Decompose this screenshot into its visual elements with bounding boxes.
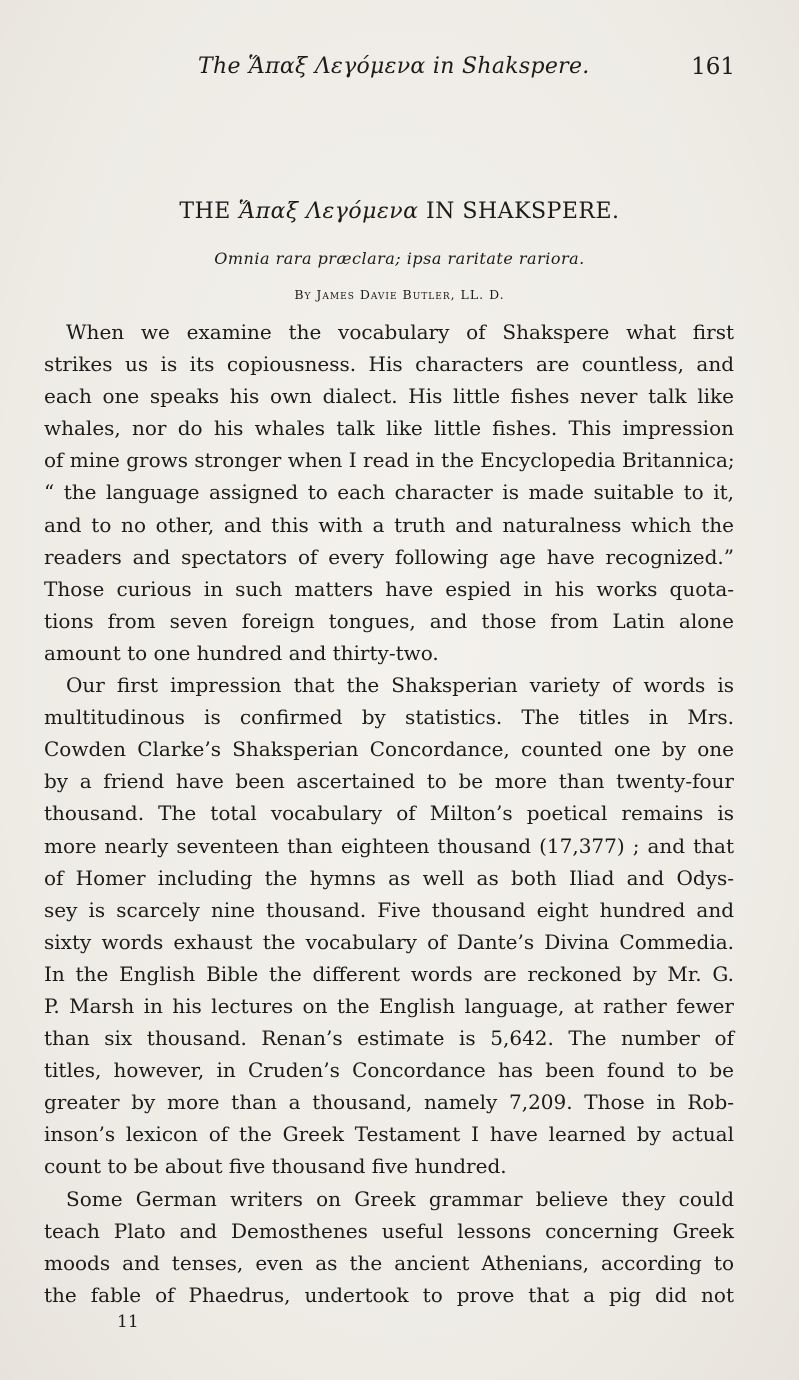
paragraph xyxy=(44,1183,734,1311)
text-line: greater by more than a thousand, namely 7,209. Those in Rob- xyxy=(44,1090,734,1115)
text-line: Those curious in such matters have espied in his works quota- xyxy=(44,576,734,601)
page-number: 161 xyxy=(691,54,735,80)
text-line: more nearly seventeen than eighteen thousand (17,377) ; and that xyxy=(44,833,734,858)
article-title xyxy=(0,199,799,224)
signature-mark: 11 xyxy=(117,1312,139,1332)
text-line: sey is scarcely nine thousand. Five thousand eight hundred and xyxy=(44,897,734,922)
text-line: amount to one hundred and thirty-two. xyxy=(44,640,439,665)
paragraph xyxy=(44,316,734,669)
running-head xyxy=(44,54,737,84)
article-title-prefix: THE xyxy=(179,199,231,224)
text-line: P. Marsh in his lectures on the English language, at rather fewer xyxy=(44,993,734,1018)
text-line: “ the language assigned to each character is made suitable to it, xyxy=(44,480,734,505)
text-line: and to no other, and this with a truth and naturalness which the xyxy=(44,512,734,537)
text-line: titles, however, in Cruden’s Concordance has been found to be xyxy=(44,1058,734,1083)
text-line: count to be about five thousand five hundred. xyxy=(44,1154,507,1179)
text-line: thousand. The total vocabulary of Milton’s poetical remains is xyxy=(44,801,734,826)
epigraph: Omnia rara præclara; ipsa raritate rariora. xyxy=(214,249,585,268)
text-line: each one speaks his own dialect. His little fishes never talk like xyxy=(44,384,734,409)
text-line: Our first impression that the Shaksperian variety of words is xyxy=(66,673,734,698)
text-line: than six thousand. Renan’s estimate is 5,642. The number of xyxy=(44,1026,734,1051)
text-line: In the English Bible the different words are reckoned by Mr. G. xyxy=(44,961,734,986)
byline: By James Davie Butler, LL. D. xyxy=(294,287,505,302)
text-line: of mine grows stronger when I read in the Encyclopedia Britannica; xyxy=(44,448,735,473)
text-line: moods and tenses, even as the ancient Athenians, according to xyxy=(44,1250,734,1275)
text-line: teach Plato and Demosthenes useful lessons concerning Greek xyxy=(44,1218,734,1243)
paragraph xyxy=(44,669,734,1183)
running-title: The Ἅπαξ Λεγόμενα in Shakspere. xyxy=(198,54,590,79)
article-title-greek: Ἅπαξ Λεγόμενα xyxy=(238,199,419,224)
text-line: strikes us is its copiousness. His characters are countless, and xyxy=(44,352,734,377)
text-line: Some German writers on Greek grammar believe they could xyxy=(66,1186,734,1211)
text-line: multitudinous is confirmed by statistics. The titles in Mrs. xyxy=(44,705,734,730)
text-line: by a friend have been ascertained to be more than twenty-four xyxy=(44,769,734,794)
text-line: readers and spectators of every following age have recognized.” xyxy=(44,544,734,569)
text-line: Cowden Clarke’s Shaksperian Concordance, counted one by one xyxy=(44,737,734,762)
text-line: inson’s lexicon of the Greek Testament I have learned by actual xyxy=(44,1122,734,1147)
article-title-suffix: IN SHAKSPERE. xyxy=(425,199,620,224)
text-line: When we examine the vocabulary of Shakspere what first xyxy=(66,320,734,344)
text-line: the fable of Phaedrus, undertook to prove that a pig did not xyxy=(44,1282,734,1307)
text-line: of Homer including the hymns as well as both Iliad and Odys- xyxy=(44,865,734,890)
text-line: tions from seven foreign tongues, and those from Latin alone xyxy=(44,608,734,633)
body-text xyxy=(44,316,734,1311)
text-line: whales, nor do his whales talk like little fishes. This impression xyxy=(44,416,734,441)
text-line: sixty words exhaust the vocabulary of Dante’s Divina Commedia. xyxy=(44,929,734,954)
